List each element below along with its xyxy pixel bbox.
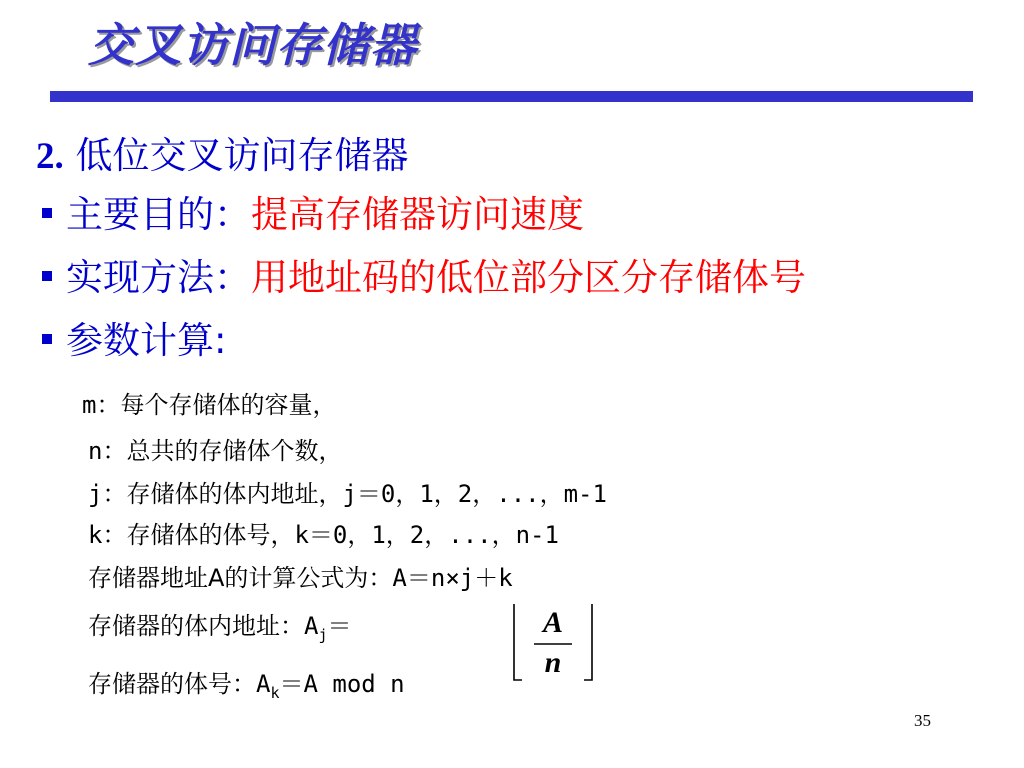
param-m-var: m bbox=[82, 391, 97, 419]
bullet-method-value: 用地址码的低位部分区分存储体号 bbox=[251, 256, 806, 299]
bank-number-expr: ＝A mod n bbox=[279, 670, 405, 698]
bullet-purpose-value: 提高存储器访问速度 bbox=[251, 193, 584, 236]
bank-number-label: 存储器的体号： bbox=[88, 670, 256, 698]
bullet-square-icon bbox=[42, 271, 52, 281]
param-j-range: j＝0，1，2，...，m-1 bbox=[342, 480, 607, 508]
inner-address-formula-line bbox=[88, 612, 351, 644]
param-n-var: n bbox=[88, 437, 103, 465]
bullet-params-label: 参数计算: bbox=[66, 319, 227, 362]
bullet-purpose-label: 主要目的： bbox=[66, 193, 251, 236]
param-j-line bbox=[88, 480, 607, 509]
param-n-line bbox=[88, 437, 342, 466]
param-n-desc: ：总共的存储体个数， bbox=[102, 437, 343, 465]
bank-number-subscript: k bbox=[270, 683, 280, 702]
address-formula-label: 存储器地址A的计算公式为： bbox=[88, 564, 393, 592]
floor-denominator: n bbox=[544, 646, 562, 679]
param-k-desc: ：存储体的体号， bbox=[102, 521, 295, 549]
bullet-method-label: 实现方法： bbox=[66, 256, 251, 299]
param-k-line bbox=[88, 521, 559, 550]
bank-number-symbol: A bbox=[256, 670, 271, 698]
inner-address-label: 存储器的体内地址： bbox=[88, 612, 304, 640]
bullet-method bbox=[36, 256, 806, 300]
floor-numerator: A bbox=[542, 606, 563, 639]
param-m-line bbox=[82, 391, 336, 420]
bullet-params bbox=[36, 319, 226, 363]
param-k-range: k＝0，1，2，...，n-1 bbox=[294, 521, 559, 549]
section-heading-text: 低位交叉访问存储器 bbox=[75, 134, 409, 177]
bullet-square-icon bbox=[42, 208, 52, 218]
page-number: 35 bbox=[914, 711, 931, 730]
title-underline bbox=[50, 91, 973, 102]
bullet-purpose bbox=[36, 193, 584, 237]
param-k-var: k bbox=[88, 521, 103, 549]
bank-number-formula-line bbox=[88, 670, 405, 702]
floor-fraction bbox=[510, 602, 596, 682]
inner-address-symbol: A bbox=[304, 612, 319, 640]
address-formula-line bbox=[88, 564, 513, 593]
section-heading bbox=[36, 134, 409, 179]
inner-address-equals: ＝ bbox=[327, 612, 352, 640]
bullet-square-icon bbox=[42, 334, 52, 344]
slide-title: 交叉访问存储器 bbox=[88, 18, 417, 72]
inner-address-subscript: j bbox=[318, 625, 328, 644]
param-j-var: j bbox=[88, 480, 103, 508]
param-m-desc: ：每个存储体的容量， bbox=[96, 391, 337, 419]
section-number: 2. bbox=[36, 136, 64, 177]
param-j-desc: ：存储体的体内地址， bbox=[102, 480, 343, 508]
address-formula-expr: A＝n×j＋k bbox=[392, 564, 513, 592]
